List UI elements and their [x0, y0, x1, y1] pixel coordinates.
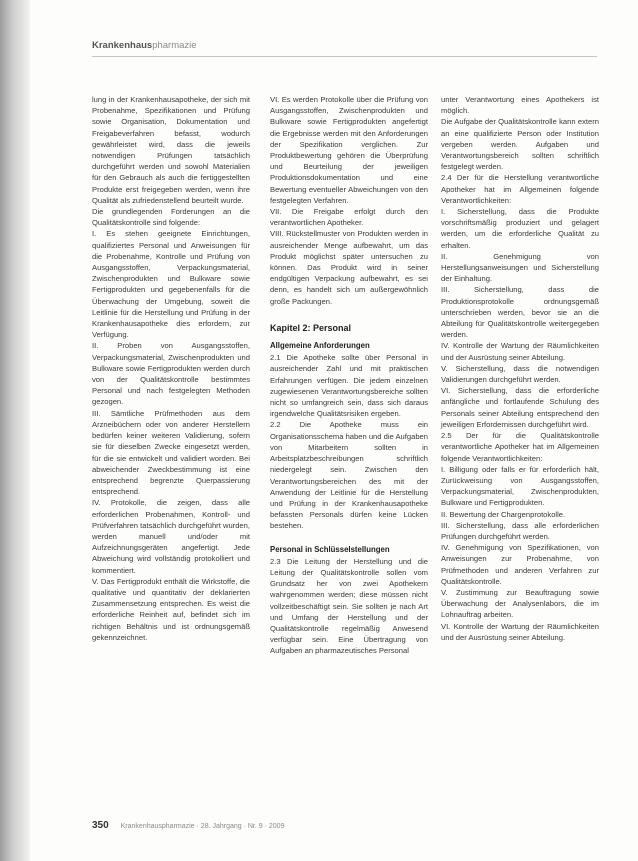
list-item: [441, 520, 599, 542]
list-item: [441, 284, 599, 340]
paragraph: 2.1 Die Apotheke sollte über Personal in ausreichender Zahl und mit praktischen Erfahrungen verfügen. Die jedem einzelnen zugewiesenen Verantwortungsbereiche sollten nicht so umfangreich sein, dass sich daraus irgendwelche Qualitätsrisiken ergeben.: [270, 353, 428, 419]
list-item: [92, 340, 250, 407]
journal-citation: Krankenhauspharmazie · 28. Jahrgang · Nr. 9 · 2009: [120, 823, 285, 830]
col2-list: [270, 94, 428, 307]
list-item: [270, 206, 428, 228]
list-item-text: Bewertung der Chargenprotokolle.: [449, 509, 566, 519]
list-item: [441, 621, 599, 643]
list-item: [441, 587, 599, 621]
list-item-number: IV.: [92, 498, 101, 508]
list-item: [441, 340, 599, 362]
list-item: [441, 363, 599, 385]
list-item-number: VIII.: [270, 229, 284, 239]
list-item-text: Zustimmung zur Beauftragung sowie Überwachung der Analysenlabors, die im Lohnauftrag arbeiten.: [441, 587, 599, 620]
list-item: [92, 576, 250, 643]
list-item-text: Das Fertigprodukt enthält die Wirkstoffe, die qualitative und quantitativ der deklarierten Zusammensetzung entsprechen. Es weist die erforderliche Reinheit auf, befindet sich im richtigen Behältnis und ist ordnungsgemäß gekennzeichnet.: [92, 576, 250, 642]
list-item-text: Es stehen geeignete Einrichtungen, qualifiziertes Personal und Anweisungen für die Probenahme, Kontrolle und Prüfung von Ausgangsstoffen, Verpackungsmaterial, Zwischenprodukten und Bulkware sowie Fertigprodukten und gegebenenfalls für die Überwachung der Umgebung, soweit die Leitlinie für die Herstellung und Prüfung in der Krankenhausapotheke dies erfordern, zur Verfügung.: [92, 229, 250, 340]
running-head-bold: Krankenhaus: [92, 40, 153, 51]
list-item-number: VI.: [441, 386, 451, 396]
list-item-number: I.: [441, 207, 446, 217]
list-item-number: III.: [441, 285, 450, 295]
chapter-heading: Kapitel 2: Personal: [270, 322, 352, 333]
list-item-text: Sicherstellung, dass die Produktionsprotokolle ordnungsgemäß unterschrieben werden, bevor sie an die Abteilung für Qualitätskontrolle weitergegeben werden.: [441, 285, 599, 340]
list-item-text: Sicherstellung, dass die Produkte vorschriftsmäßig produziert und gelagert werden, um die erforderliche Qualität zu erhalten.: [441, 207, 599, 250]
list-item-text: Rückstellmuster von Produkten werden in ausreichender Menge aufbewahrt, um das Produkt möglichst später untersuchen zu können. Das Produkt wird in seiner endgültigen Verpackung aufbewahrt, es sei denn, es handelt sich um außergewöhnlich große Packungen.: [270, 229, 428, 306]
text-column-3: [441, 94, 599, 643]
list-item: [441, 206, 599, 251]
col1-list: [92, 228, 250, 643]
col3-para3: 2.4 Der für die Herstellung verantwortliche Apotheker hat im Allgemeinen folgende Verantwortlichkeiten:: [441, 173, 599, 205]
list-item-text: Sicherstellung, dass die notwendigen Validierungen durchgeführt werden.: [441, 363, 599, 385]
list-item-text: Sicherstellung, dass die erforderliche anfängliche und fortlaufende Schulung des Personals seiner Abteilung entsprechend den jeweiligen Erfordernissen durchgeführt wird.: [441, 386, 599, 429]
subheading-general: Allgemeine Anforderungen: [270, 341, 370, 351]
list-item-text: Billigung oder falls er für erforderlich hält, Zurückweisung von Ausgangsstoffen, Verpackungsmaterial, Zwischenprodukten, Bulkware und Fertigprodukten.: [441, 464, 599, 508]
list-item: [270, 94, 428, 206]
text-column-2: [270, 94, 428, 657]
list-item-number: V.: [92, 576, 99, 586]
list-item-number: VII.: [270, 207, 282, 217]
list-item-number: V.: [441, 587, 448, 597]
list-item-number: VI.: [270, 95, 280, 104]
list-item-number: II.: [92, 341, 99, 351]
running-head: [92, 40, 197, 51]
paragraph: 2.3 Die Leitung der Herstellung und die Leitung der Qualitätskontrolle sollen vom Grundsatz her von zwei Apothekern wahrgenommen werden; diese müssen nicht vollzeitbeschäftigt sein. Sie sollten je nach Art und Umfang der Herstellung und der Qualitätskontrolle regelmäßig Anwesend verfügbar sein. Eine Übertragung von Aufgaben an pharmazeutisches Personal: [270, 556, 428, 656]
list-item: [92, 228, 250, 340]
list-item-number: IV.: [441, 543, 450, 553]
list-item-text: Sämtliche Prüfmethoden aus dem Arzneibüchern oder von anderer Herstellern bedürfen keiner weiteren Validierung, sofern sie für dieselben Zwecke eingesetzt werden, für die sie entwickelt und validiert worden. Bei abweichender Zweckbestimmung ist eine entsprechend begrenzte Querpassierung entsprechend.: [92, 408, 250, 497]
list-item-number: III.: [92, 408, 101, 418]
col3-intro: unter Verantwortung eines Apothekers ist möglich.: [441, 95, 599, 116]
spacer: [270, 532, 428, 540]
col1-intro: lung in der Krankenhausapotheke, der sich mit Probenahme, Spezifikationen und Prüfung sowie Organisation, Dokumentation und Freigabeverfahren befasst, wodurch gewährleistet wird, dass die jeweils notwendigen Prüfungen tatsächlich durchgeführt werden und sowohl Materialien für den Gebrauch als auch die fertiggestellten Produkte erst freigegeben werden, wenn ihre Qualität als zufriedenstellend beurteilt wurde.: [92, 95, 250, 205]
list-item-text: Kontrolle der Wartung der Räumlichkeiten und der Ausrüstung seiner Abteilung.: [441, 341, 599, 362]
col3-list-a: [441, 206, 599, 430]
list-item-text: Kontrolle der Wartung der Räumlichkeiten und der Ausrüstung seiner Abteilung.: [441, 621, 599, 642]
list-item-number: I.: [441, 464, 446, 474]
list-item-text: Proben von Ausgangsstoffen, Verpackungsmaterial, Zwischenprodukten und Bulkware sowie Fertigprodukten werden durch von der Qualitätskontrolle bestimmtes Personal und nach festgelegten Methoden gezogen.: [92, 341, 250, 407]
list-item-number: III.: [441, 520, 450, 530]
paragraph: 2.2 Die Apotheke muss ein Organisationsschema haben und die Aufgaben von Mitarbeitern sollten in Arbeitsplatzbeschreibungen schriftlich niedergelegt sein. Zwischen den Verantwortungsbereichen des mit der Anwendung der Leitlinie für die Herstellung und Prüfung in der Krankenhausapotheke befassten Personals dürfen keine Lücken bestehen.: [270, 420, 428, 531]
list-item-number: V.: [441, 363, 448, 373]
list-item: [92, 497, 250, 575]
running-head-light: pharmazie: [152, 40, 197, 51]
col3-para4: 2.5 Der für die Qualitätskontrolle verantwortliche Apotheker hat im Allgemeinen folgende Verantwortlichkeiten:: [441, 431, 599, 463]
page-number: 350: [92, 820, 109, 831]
list-item-text: Die Freigabe erfolgt durch den verantwortlichen Apotheker.: [270, 207, 428, 228]
list-item: [441, 385, 599, 430]
list-item: [270, 228, 428, 306]
list-item-number: II.: [441, 509, 448, 519]
col3-para2: Die Aufgabe der Qualitätskontrolle kann extern an eine qualifizierte Person oder Institution vergeben werden. Aufgaben und Verantwortungsbereich sollten schriftlich festgelegt werden.: [441, 117, 599, 172]
list-item-number: IV.: [441, 341, 450, 351]
col1-para2: Die grundlegenden Forderungen an die Qualitätskontrolle sind folgende:: [92, 207, 250, 228]
header-rule: [92, 56, 597, 57]
list-item-text: Genehmigung von Spezifikationen, von Anweisungen zur Probenahme, von Prüfmethoden und anderen Verfahren zur Qualitätskontrolle.: [441, 543, 599, 586]
list-item-number: I.: [92, 229, 97, 239]
page-footer: [92, 820, 284, 831]
scan-page-edge: [0, 0, 30, 861]
list-item-text: Sicherstellung, dass alle erforderlichen Prüfungen durchgeführt werden.: [441, 520, 599, 541]
list-item-text: Protokolle, die zeigen, dass alle erforderlichen Probenahmen, Kontroll- und Prüfverfahren tatsächlich durchgeführt wurden, werden manuell und/oder mit Aufzeichnungsgeräten angefertigt. Jede Abweichung wird vollständig protokolliert und kommentiert.: [92, 498, 250, 575]
list-item: [441, 464, 599, 509]
list-item-number: VI.: [441, 621, 451, 631]
list-item-text: Genehmigung von Herstellungsanweisungen und Sicherstellung der Einhaltung.: [441, 251, 599, 284]
list-item: [441, 542, 599, 587]
list-item: [441, 251, 599, 285]
list-item-text: Es werden Protokolle über die Prüfung von Ausgangsstoffen, Zwischenprodukten und Bulkware sowie Fertigprodukten angefertigt die Ergebnisse werden mit den Anforderungen der Spezifikation verglichen. Zur Produktbewertung gehören die Überprüfung und Beurteilung der jeweiligen Produktionsdokumentation und eine Bewertung eventueller Abweichungen von den festgelegten Verfahren.: [270, 95, 428, 205]
text-column-1: [92, 94, 250, 643]
list-item: [441, 509, 599, 520]
col3-list-b: [441, 464, 599, 643]
list-item-number: II.: [441, 251, 448, 261]
list-item: [92, 408, 250, 498]
subheading-key-staff: Personal in Schlüsselstellungen: [270, 544, 390, 554]
